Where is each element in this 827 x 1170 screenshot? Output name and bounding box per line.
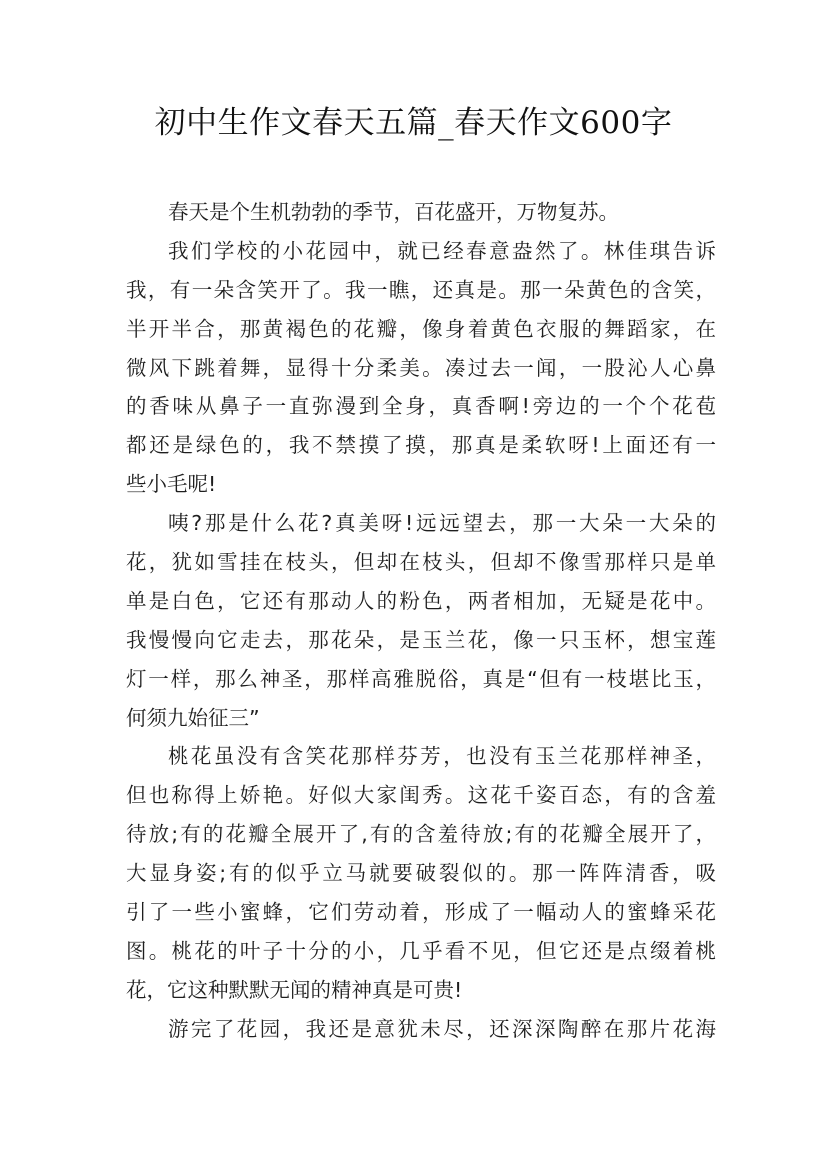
- text-line: 单是白色，它还有那动人的粉色，两者相加，无疑是花中。: [126, 588, 716, 613]
- text-line: 图。桃花的叶子十分的小，几乎看不见，但它还是点缀着桃: [126, 938, 716, 963]
- text-line: 的香味从鼻子一直弥漫到全身，真香啊!旁边的一个个花苞: [126, 394, 716, 419]
- text-line: 引了一些小蜜蜂，它们劳动着，形成了一幅动人的蜜蜂采花: [126, 900, 716, 925]
- document-body: [126, 193, 716, 1049]
- text-line: 我，有一朵含笑开了。我一瞧，还真是。那一朵黄色的含笑，: [126, 277, 716, 302]
- text-line: 些小毛呢!: [126, 472, 217, 497]
- text-line: 都还是绿色的，我不禁摸了摸，那真是柔软呀!上面还有一: [126, 433, 716, 458]
- text-line: 但也称得上娇艳。好似大家闺秀。这花千姿百态，有的含羞: [126, 783, 716, 808]
- text-line: 灯一样，那么神圣，那样高雅脱俗，真是“但有一枝堪比玉，: [126, 666, 716, 691]
- text-line: 我们学校的小花园中，就已经春意盎然了。林佳琪告诉: [168, 238, 716, 263]
- text-line: 春天是个生机勃勃的季节，百花盛开，万物复苏。: [168, 200, 619, 224]
- text-line: 何须九始征三”: [126, 705, 260, 730]
- text-line: 微风下跳着舞，显得十分柔美。凑过去一闻，一股沁人心鼻: [126, 355, 716, 380]
- text-line: 大显身姿;有的似乎立马就要破裂似的。那一阵阵清香，吸: [126, 861, 716, 886]
- text-line: 咦?那是什么花?真美呀!远远望去，那一大朵一大朵的: [168, 511, 716, 536]
- text-line: 半开半合，那黄褐色的花瓣，像身着黄色衣服的舞蹈家，在: [126, 316, 716, 341]
- text-line: 我慢慢向它走去，那花朵，是玉兰花，像一只玉杯，想宝莲: [126, 627, 716, 652]
- text-line: 游完了花园，我还是意犹未尽，还深深陶醉在那片花海: [168, 1016, 716, 1041]
- text-line: 花，犹如雪挂在枝头，但却在枝头，但却不像雪那样只是单: [126, 550, 716, 575]
- text-line: 花，它这种默默无闻的精神真是可贵!: [126, 977, 463, 1002]
- document-title: 初中生作文春天五篇_春天作文600字: [154, 105, 673, 141]
- text-line: 待放;有的花瓣全展开了,有的含羞待放;有的花瓣全展开了，: [126, 822, 716, 847]
- text-line: 桃花虽没有含笑花那样芬芳，也没有玉兰花那样神圣，: [168, 744, 716, 769]
